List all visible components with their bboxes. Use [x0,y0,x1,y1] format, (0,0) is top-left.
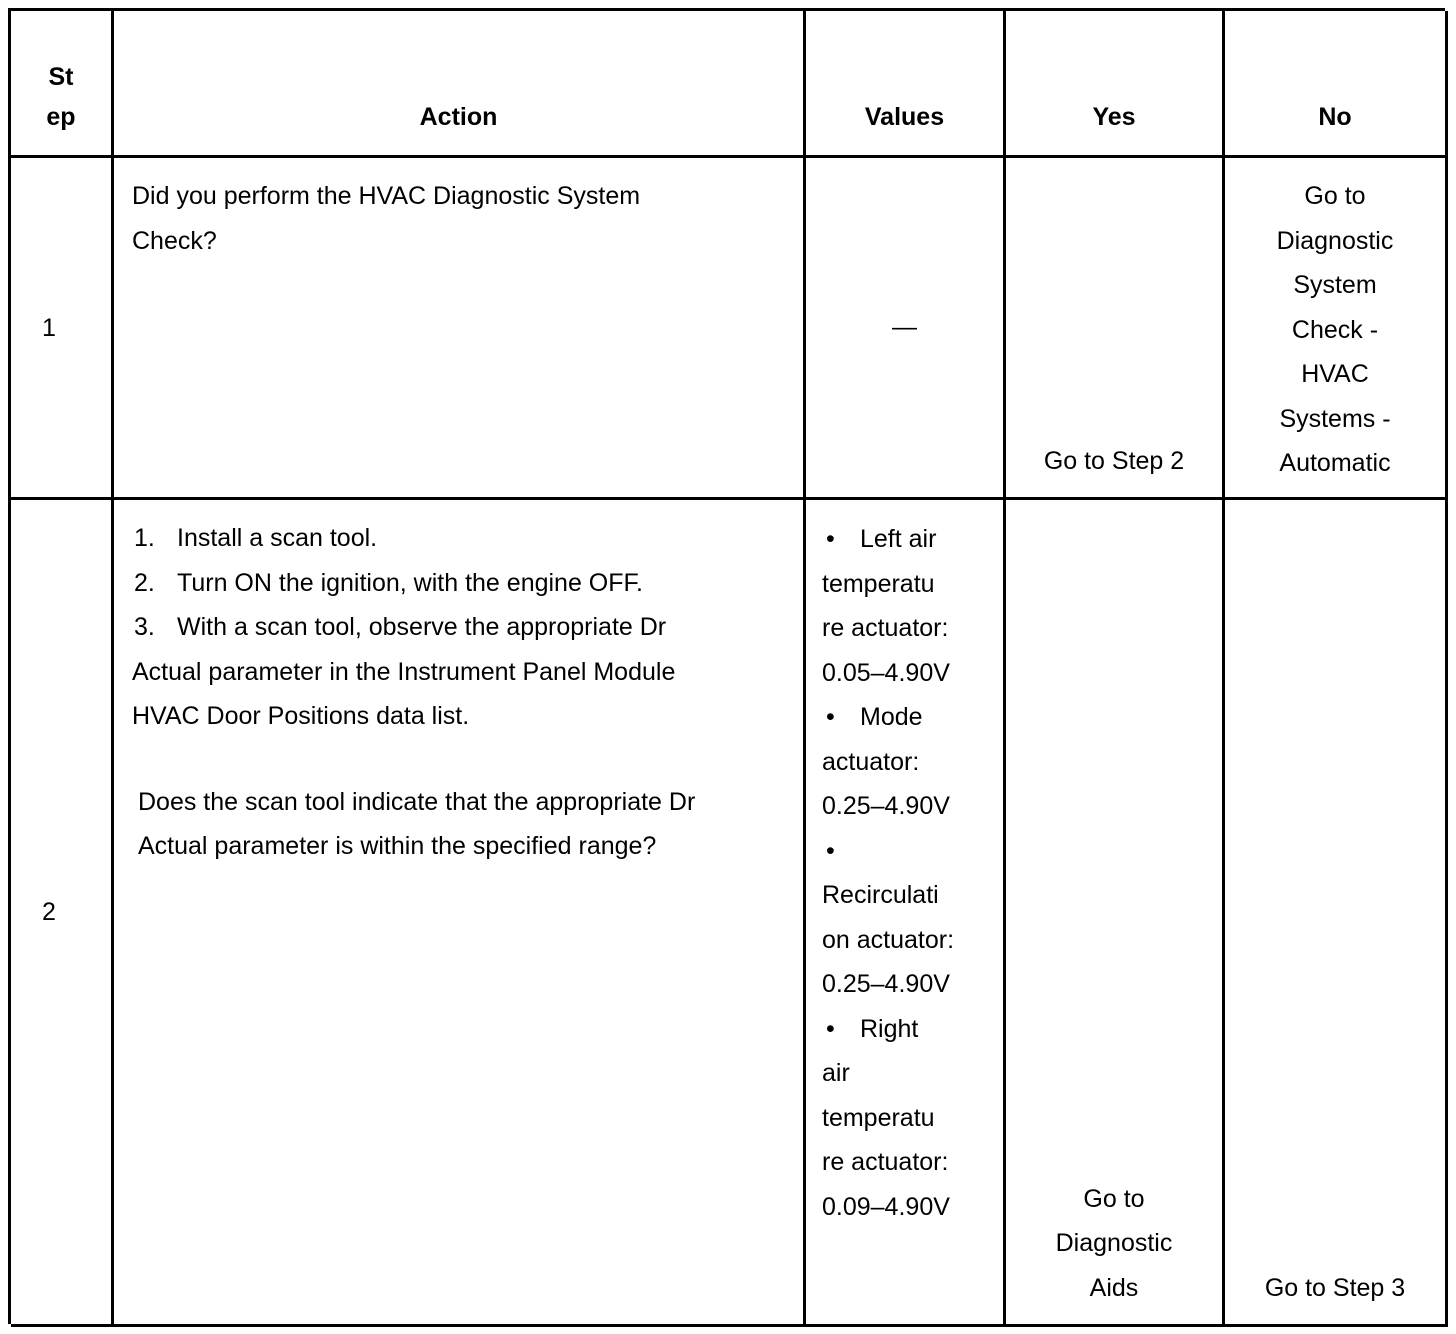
values-item-line: 0.09–4.90V [822,1192,950,1221]
row1-values-text: — [892,313,917,341]
header-values-label: Values [864,103,945,131]
row1-no-line: Systems - [1279,404,1391,433]
action-step-item [132,605,692,739]
row1-no-line: HVAC [1301,360,1369,388]
action-step-text: With a scan tool, observe the appropriate Dr Actual parameter in the Instrument Panel Module HVAC Door Positions data list. [132,613,676,730]
row2-action-question: Does the scan tool indicate that the appropriate Dr Actual parameter is within the specified range? [138,787,696,860]
row2-yes-line: Aids [1089,1273,1139,1302]
values-item-line: Mode [860,703,923,731]
row2-yes-line: Diagnostic [1055,1229,1173,1257]
values-item-line: temperatu [822,569,935,598]
row1-action [114,158,806,500]
header-action [114,11,806,158]
bullet-icon: • [826,836,835,865]
values-item-line: Left air [860,525,937,553]
row2-no-link[interactable]: Go to Step 3 [1264,1273,1406,1302]
action-step-text: Turn ON the ignition, with the engine OFF. [177,568,643,597]
action-step-text: Install a scan tool. [177,524,378,552]
row2-no [1225,500,1448,1327]
header-yes [1006,11,1225,158]
values-item [822,829,995,1007]
bullet-icon: • [826,703,835,731]
row2-yes [1006,500,1225,1327]
values-item-line: 0.25–4.90V [822,792,950,820]
values-item-line: air [822,1059,850,1087]
values-item-line: on actuator: [822,925,955,954]
values-item-line: re actuator: [822,1148,949,1176]
row2-values [806,500,1006,1327]
values-item-line: 0.25–4.90V [822,970,950,998]
diagnostic-table [8,8,1445,1324]
row2-action [114,500,806,1327]
row1-no [1225,158,1448,500]
values-item [822,517,995,695]
action-step-item [132,516,692,561]
values-item-line: Right [860,1014,919,1043]
row2-step [11,500,114,1327]
header-step-line2: ep [46,103,76,131]
header-action-label: Action [419,103,498,131]
row1-values [806,158,1006,500]
row1-step [11,158,114,500]
header-no [1225,11,1448,158]
values-item-line: Recirculati [822,881,939,909]
row2-step-number: 2 [42,898,56,926]
values-item-line: temperatu [822,1103,935,1132]
row2-yes-line: Go to [1083,1184,1145,1213]
values-item-line: actuator: [822,747,920,776]
header-values [806,11,1006,158]
action-step-number: 1. [134,524,155,552]
row1-no-line: Diagnostic [1276,226,1394,255]
row1-action-text: Did you perform the HVAC Diagnostic System Check? [132,182,641,255]
action-step-number: 3. [134,613,155,641]
row2-action-steps [132,516,692,739]
row1-no-line: Automatic [1279,449,1391,477]
action-step-item [132,561,692,606]
row1-no-link[interactable] [1225,174,1445,486]
row1-no-line: System [1293,271,1377,299]
header-no-label: No [1318,103,1352,131]
header-yes-label: Yes [1092,103,1136,131]
row1-step-number: 1 [42,313,56,342]
action-step-number: 2. [134,568,155,597]
bullet-icon: • [826,1014,835,1043]
values-item [822,1007,995,1230]
bullet-icon: • [826,525,835,553]
row1-yes [1006,158,1225,500]
values-item-line: 0.05–4.90V [822,658,950,687]
row1-yes-link[interactable]: Go to Step 2 [1043,446,1185,475]
row1-no-line: Check - [1291,315,1379,344]
row2-yes-link[interactable] [1056,1177,1173,1311]
row1-no-line: Go to [1304,182,1366,210]
values-item-line: re actuator: [822,614,949,642]
header-step [11,11,114,158]
header-step-line1: St [48,63,74,91]
values-item [822,695,995,829]
